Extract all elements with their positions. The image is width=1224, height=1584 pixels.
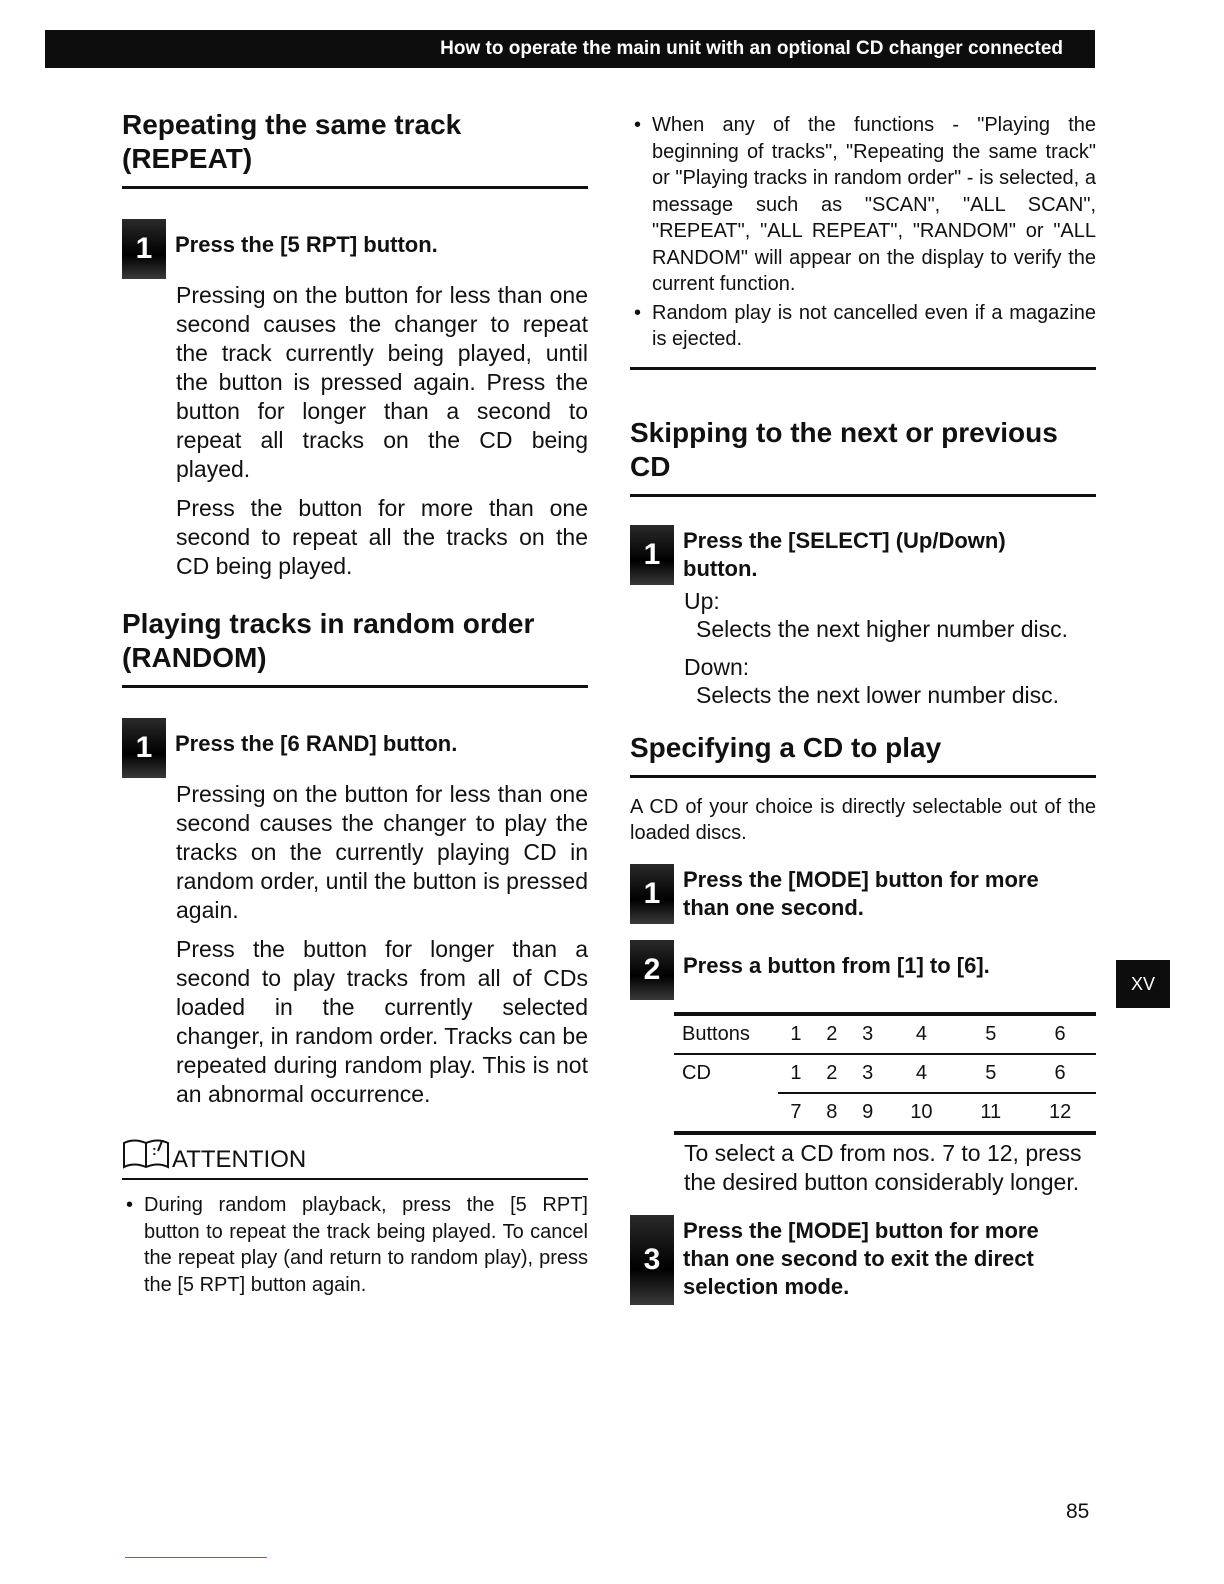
header-bar <box>45 30 1095 68</box>
repeat-paragraph-1: Pressing on the button for less than one second causes the changer to repeat the track currently being played, until the button is pressed again. Press the button for longer than a second to repeat all tracks on the CD being played. <box>176 282 588 482</box>
table-cell: 3 <box>862 1022 874 1045</box>
table-cell: 9 <box>862 1100 874 1123</box>
step-number-badge: 1 <box>122 219 166 279</box>
skipping-step <box>630 525 1096 585</box>
button-cd-table <box>674 1012 1096 1135</box>
repeat-heading: Repeating the same track (REPEAT) <box>122 108 588 189</box>
step-number-badge: 1 <box>122 718 166 778</box>
section-tab: XV <box>1116 960 1170 1008</box>
table-cell: 6 <box>1054 1022 1066 1045</box>
note-item: • Random play is not cancelled even if a magazine is ejected. <box>630 300 1096 353</box>
random-paragraph-2: Press the button for longer than a second to play tracks from all of CDs loaded in the currently selected changer, in random order. Tracks can be repeated during random play. This is not an abnormal occurrence. <box>176 936 588 1107</box>
step-number-badge: 1 <box>630 525 674 585</box>
table-row-header: CD <box>682 1062 711 1084</box>
random-step <box>122 718 588 778</box>
table-cell: 8 <box>826 1100 838 1123</box>
specifying-step-1 <box>630 864 1096 924</box>
repeat-step <box>122 219 588 279</box>
table-cell: 2 <box>826 1022 838 1045</box>
specifying-step-2-title: Press a button from [1] to [6]. <box>683 952 990 978</box>
left-column <box>122 108 588 1298</box>
table-cell: 4 <box>915 1022 927 1045</box>
repeat-paragraph-2: Press the button for more than one second to repeat all the tracks on the CD being played. <box>176 495 588 579</box>
specifying-step-2 <box>630 940 1096 1000</box>
attention-label: ATTENTION <box>172 1146 307 1173</box>
table-cell: 5 <box>985 1022 997 1045</box>
step-number-badge: 1 <box>630 864 674 924</box>
specifying-heading: Specifying a CD to play <box>630 731 1096 778</box>
table-cell: 3 <box>850 1054 886 1093</box>
table-row <box>674 1054 1096 1093</box>
skipping-heading: Skipping to the next or previous CD <box>630 416 1096 497</box>
table-cell: 11 <box>980 1100 1002 1123</box>
repeat-step-title: Press the [5 RPT] button. <box>175 232 438 257</box>
table-cell: 6 <box>1024 1054 1096 1093</box>
footer-line <box>125 1557 267 1558</box>
random-heading: Playing tracks in random order (RANDOM) <box>122 607 588 688</box>
table-row-header: Buttons <box>682 1022 750 1045</box>
random-paragraph-1: Pressing on the button for less than one second causes the changer to play the tracks on the currently playing CD in random order, until the button is pressed again. <box>176 781 588 923</box>
specifying-intro: A CD of your choice is directly selectable out of the loaded discs. <box>630 795 1096 844</box>
table-cell: 10 <box>910 1100 933 1123</box>
table-cell: 5 <box>957 1054 1024 1093</box>
table-row <box>674 1014 1096 1054</box>
table-cell: 1 <box>778 1054 814 1093</box>
specifying-step-3 <box>630 1215 1096 1305</box>
divider <box>630 367 1096 370</box>
table-cell: 12 <box>1048 1100 1072 1123</box>
skipping-step-title: Press the [SELECT] (Up/Down) button. <box>683 527 1006 581</box>
table-cell: 7 <box>790 1100 802 1123</box>
table-note: To select a CD from nos. 7 to 12, press the desired button considerably longer. <box>684 1139 1082 1195</box>
attention-header <box>122 1135 588 1180</box>
step-number-badge: 2 <box>630 940 674 1000</box>
header-title: How to operate the main unit with an optional CD changer connected <box>440 38 1063 59</box>
svg-text::: : <box>152 1142 157 1158</box>
function-notes <box>630 112 1096 353</box>
specifying-step-1-title: Press the [MODE] button for more than one second. <box>683 866 1039 920</box>
table-row <box>674 1093 1096 1133</box>
up-label: Up: <box>684 587 720 614</box>
table-cell: 4 <box>886 1054 958 1093</box>
down-label: Down: <box>684 653 750 680</box>
down-description: Selects the next lower number disc. <box>696 681 1060 708</box>
specifying-step-3-title: Press the [MODE] button for more than one second to exit the direct selection mode. <box>683 1217 1039 1299</box>
table-cell: 2 <box>814 1054 850 1093</box>
page-number: 85 <box>1066 1500 1090 1523</box>
note-item: • When any of the functions - "Playing the beginning of tracks", "Repeating the same track" or "Playing tracks in random order" - is selected, a message such as "SCAN", "ALL SCAN", "REPEAT", "ALL REPEAT", "RANDOM" or "ALL RANDOM" will appear on the display to verify the current function. <box>630 112 1096 298</box>
table-cell: 1 <box>790 1022 802 1045</box>
attention-note: • During random playback, press the [5 RPT] button to repeat the track being played. To cancel the repeat play (and return to random play), press the [5 RPT] button again. <box>122 1192 588 1298</box>
step-number-badge: 3 <box>630 1215 674 1305</box>
random-step-title: Press the [6 RAND] button. <box>175 731 458 756</box>
book-note-icon <box>122 1135 170 1174</box>
attention-notes <box>122 1192 588 1298</box>
up-description: Selects the next higher number disc. <box>696 615 1069 642</box>
right-column <box>630 112 1096 1305</box>
